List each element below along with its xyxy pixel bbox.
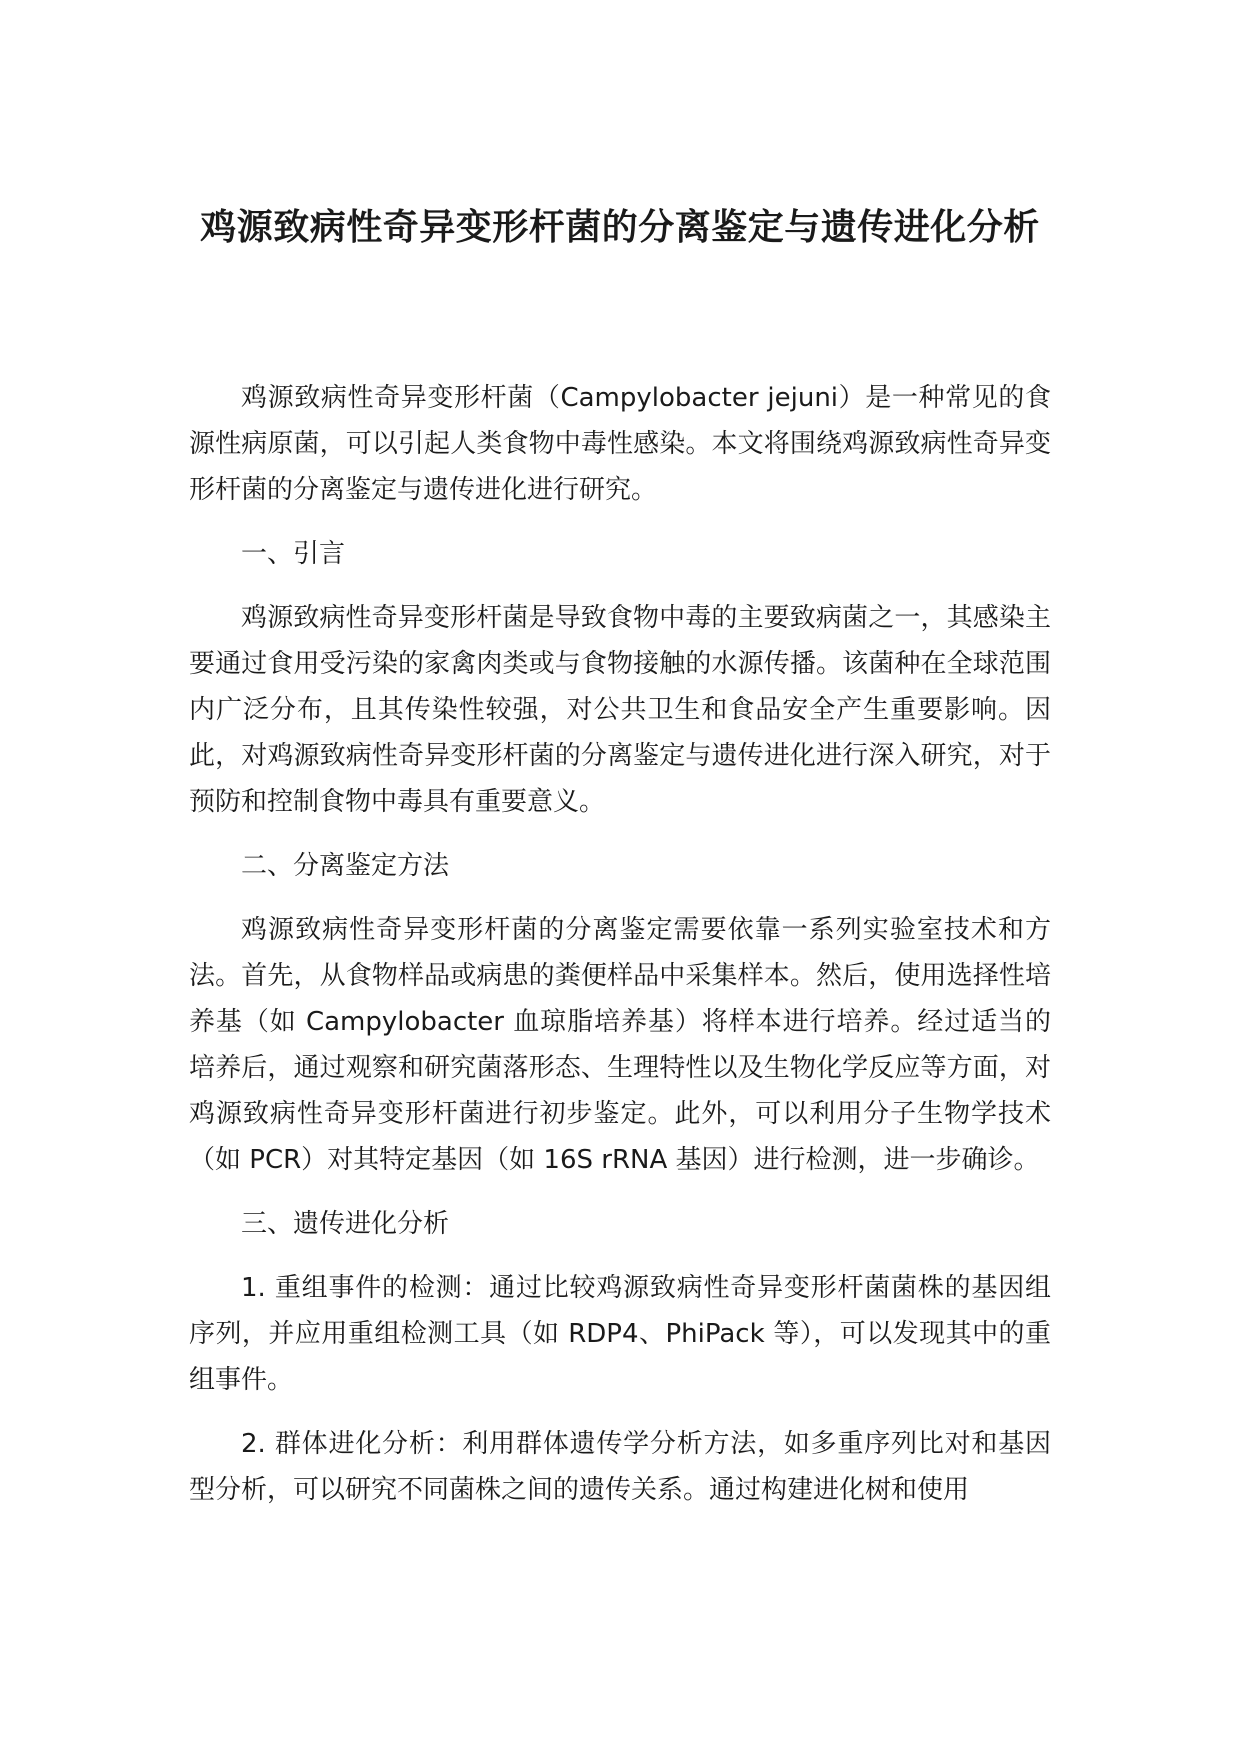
introduction-paragraph: 鸡源致病性奇异变形杆菌是导致食物中毒的主要致病菌之一，其感染主要通过食用受污染的家禽肉类或与食物接触的水源传播。该菌种在全球范围内广泛分布，且其传染性较强，对公共卫生和食品安全产生重要影响。因此，对鸡源致病性奇异变形杆菌的分离鉴定与遗传进化进行深入研究，对于预防和控制食物中毒具有重要意义。 <box>189 603 1051 817</box>
section-heading-methods: 二、分离鉴定方法 <box>241 851 450 881</box>
document-title: 鸡源致病性奇异变形杆菌的分离鉴定与遗传进化分析 <box>200 207 1040 248</box>
section-heading-evolution: 三、遗传进化分析 <box>241 1209 450 1239</box>
intro-paragraph: 鸡源致病性奇异变形杆菌（Campylobacter jejuni）是一种常见的食源性病原菌，可以引起人类食物中毒性感染。本文将围绕鸡源致病性奇异变形杆菌的分离鉴定与遗传进化进行研究。 <box>189 383 1051 505</box>
document-body <box>189 375 1051 1531</box>
evolution-item-1: 1. 重组事件的检测：通过比较鸡源致病性奇异变形杆菌菌株的基因组序列，并应用重组检测工具（如 RDP4、PhiPack 等），可以发现其中的重组事件。 <box>189 1273 1051 1395</box>
section-heading-introduction: 一、引言 <box>241 539 346 569</box>
methods-paragraph: 鸡源致病性奇异变形杆菌的分离鉴定需要依靠一系列实验室技术和方法。首先，从食物样品或病患的粪便样品中采集样本。然后，使用选择性培养基（如 Campylobacter 血琼脂培养基）将样本进行培养。经过适当的培养后，通过观察和研究菌落形态、生理特性以及生物化学反应等方面，对鸡源致病性奇异变形杆菌进行初步鉴定。此外，可以利用分子生物学技术（如 PCR）对其特定基因（如 16S rRNA 基因）进行检测，进一步确诊。 <box>189 915 1051 1175</box>
evolution-item-2: 2. 群体进化分析：利用群体遗传学分析方法，如多重序列比对和基因型分析，可以研究不同菌株之间的遗传关系。通过构建进化树和使用 <box>189 1429 1051 1505</box>
